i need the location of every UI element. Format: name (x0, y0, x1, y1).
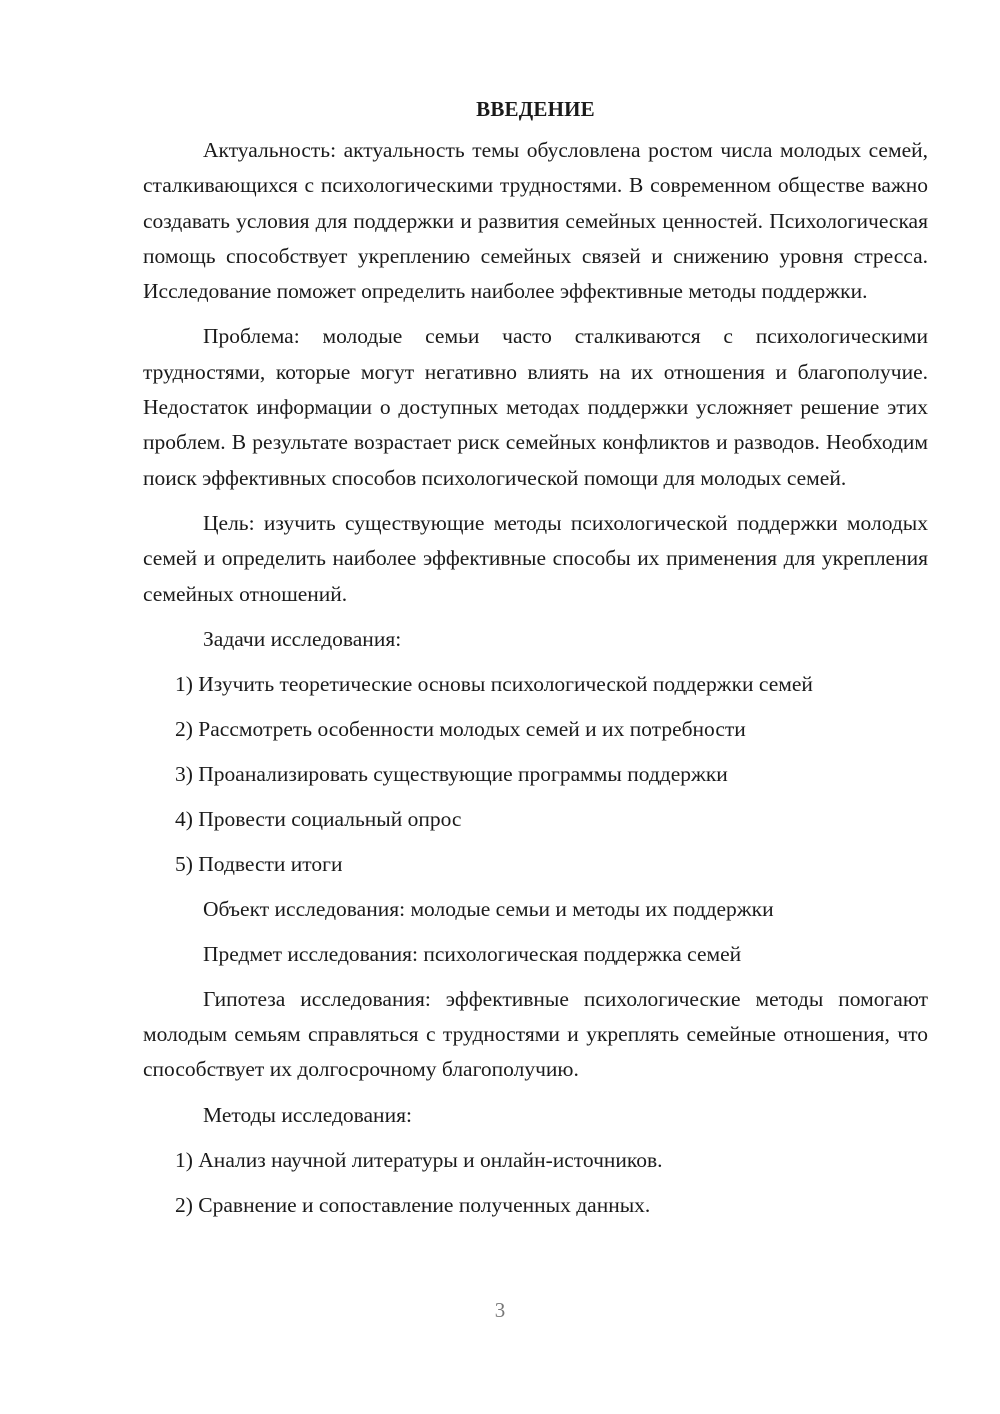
page-title: ВВЕДЕНИЕ (476, 97, 595, 121)
task-item-4: 4) Провести социальный опрос (175, 806, 462, 831)
task-item-3: 3) Проанализировать существующие программы поддержки (175, 761, 728, 786)
task-item-2: 2) Рассмотреть особенности молодых семей и их потребности (175, 716, 746, 741)
research-object: Объект исследования: молодые семьи и методы их поддержки (203, 896, 774, 921)
method-item-1: 1) Анализ научной литературы и онлайн-источников. (175, 1147, 663, 1172)
methods-heading: Методы исследования: (203, 1102, 412, 1127)
goal-paragraph: Цель: изучить существующие методы психологической поддержки молодых семей и определить наиболее эффективные способы их применения для укрепления семейных отношений. (143, 510, 928, 606)
research-subject: Предмет исследования: психологическая поддержка семей (203, 941, 742, 966)
document-page (143, 92, 928, 1233)
hypothesis-paragraph: Гипотеза исследования: эффективные психологические методы помогают молодым семьям справляться с трудностями и укреплять семейные отношения, что способствует их долгосрочному благополучию. (143, 986, 928, 1082)
method-item-2: 2) Сравнение и сопоставление полученных данных. (175, 1192, 651, 1217)
page-number: 3 (494, 1298, 506, 1322)
task-item-1: 1) Изучить теоретические основы психологической поддержки семей (175, 671, 813, 696)
tasks-heading: Задачи исследования: (203, 626, 402, 651)
relevance-paragraph: Актуальность: актуальность темы обусловлена ростом числа молодых семей, сталкивающихся с психологическими трудностями. В современном обществе важно создавать условия для поддержки и развития семейных ценностей. Психологическая помощь способствует укреплению семейных связей и снижению уровня стресса. Исследование поможет определить наиболее эффективные методы поддержки. (143, 138, 928, 304)
problem-paragraph: Проблема: молодые семьи часто сталкиваются с психологическими трудностями, которые могут негативно влиять на их отношения и благополучие. Недостаток информации о доступных методах поддержки усложняет решение этих проблем. В результате возрастает риск семейных конфликтов и разводов. Необходим поиск эффективных способов психологической помощи для молодых семей. (143, 324, 928, 490)
task-item-5: 5) Подвести итоги (175, 851, 343, 876)
